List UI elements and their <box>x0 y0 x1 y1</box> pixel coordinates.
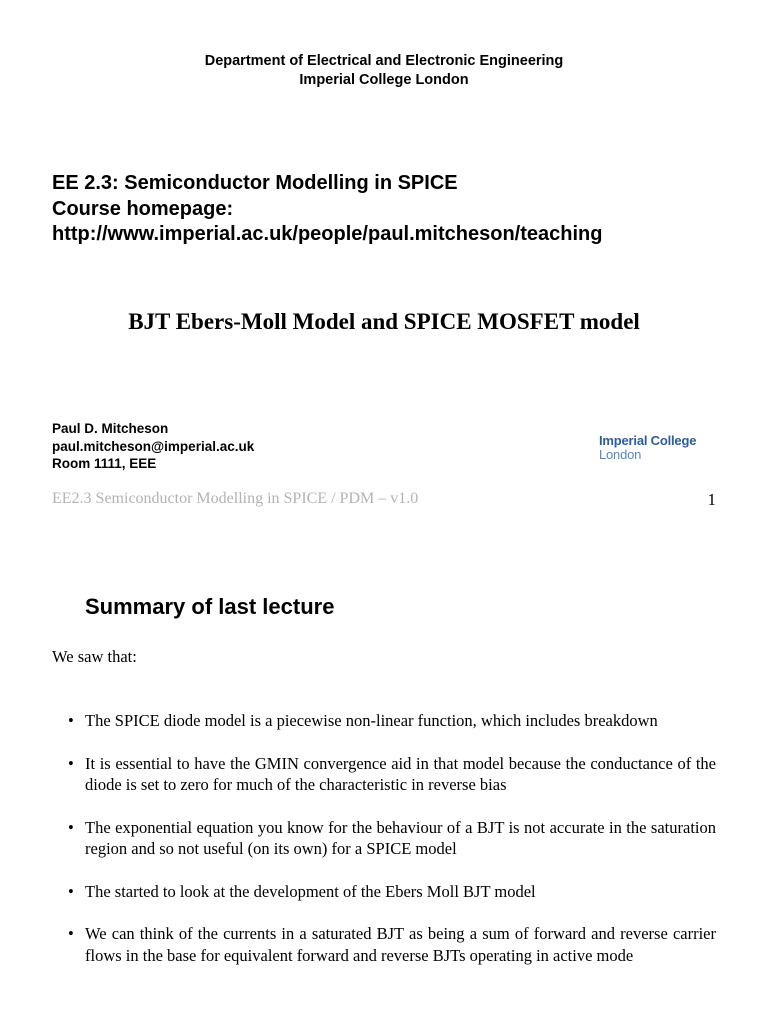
author-email[interactable]: paul.mitcheson@imperial.ac.uk <box>52 438 255 454</box>
author-name: Paul D. Mitcheson <box>52 421 169 436</box>
summary-title: Summary of last lecture <box>85 594 335 619</box>
bullet-icon: • <box>68 753 74 773</box>
imperial-college-logo <box>599 434 696 462</box>
bullet-text: The exponential equation you know for the behaviour of a BJT is not accurate in the saturation region and so not useful (on its own) for a SPICE model <box>85 817 716 858</box>
list-item <box>52 881 716 903</box>
course-info <box>52 171 752 248</box>
summary-intro: We saw that: <box>52 647 137 666</box>
list-item <box>52 817 716 860</box>
logo-line-2: London <box>599 447 642 462</box>
logo-line-1: Imperial College <box>599 433 697 448</box>
list-item <box>52 710 716 732</box>
slide-title: BJT Ebers-Moll Model and SPICE MOSFET model <box>128 309 640 334</box>
list-item <box>52 753 716 796</box>
course-homepage-url[interactable]: http://www.imperial.ac.uk/people/paul.mitcheson/teaching <box>52 223 603 245</box>
author-block <box>52 420 254 473</box>
page-number: 1 <box>707 490 716 509</box>
bullet-text: The started to look at the development of the Ebers Moll BJT model <box>85 881 536 901</box>
department-name: Department of Electrical and Electronic Engineering <box>204 53 564 69</box>
bullet-text: We can think of the currents in a saturated BJT as being a sum of forward and reverse carrier flows in the base for equivalent forward and reverse BJTs operating in active mode <box>85 924 716 965</box>
bullet-icon: • <box>68 881 74 901</box>
list-item <box>52 923 716 966</box>
slide-footer: EE2.3 Semiconductor Modelling in SPICE / PDM – v1.0 <box>52 490 419 507</box>
bullet-icon: • <box>68 924 74 943</box>
author-room: Room 1111, EEE <box>52 456 157 471</box>
bullet-icon: • <box>68 817 74 837</box>
summary-bullet-list <box>52 710 716 987</box>
course-homepage-label: Course homepage: <box>52 197 234 220</box>
bullet-icon: • <box>68 711 74 730</box>
course-title: EE 2.3: Semiconductor Modelling in SPICE <box>52 172 458 194</box>
bullet-text: It is essential to have the GMIN convergence aid in that model because the conductance of the diode is set to zero for much of the characteristic in reverse bias <box>85 753 716 794</box>
college-name: Imperial College London <box>299 72 469 88</box>
department-header <box>0 52 768 90</box>
bullet-text: The SPICE diode model is a piecewise non-linear function, which includes breakdown <box>85 711 658 730</box>
